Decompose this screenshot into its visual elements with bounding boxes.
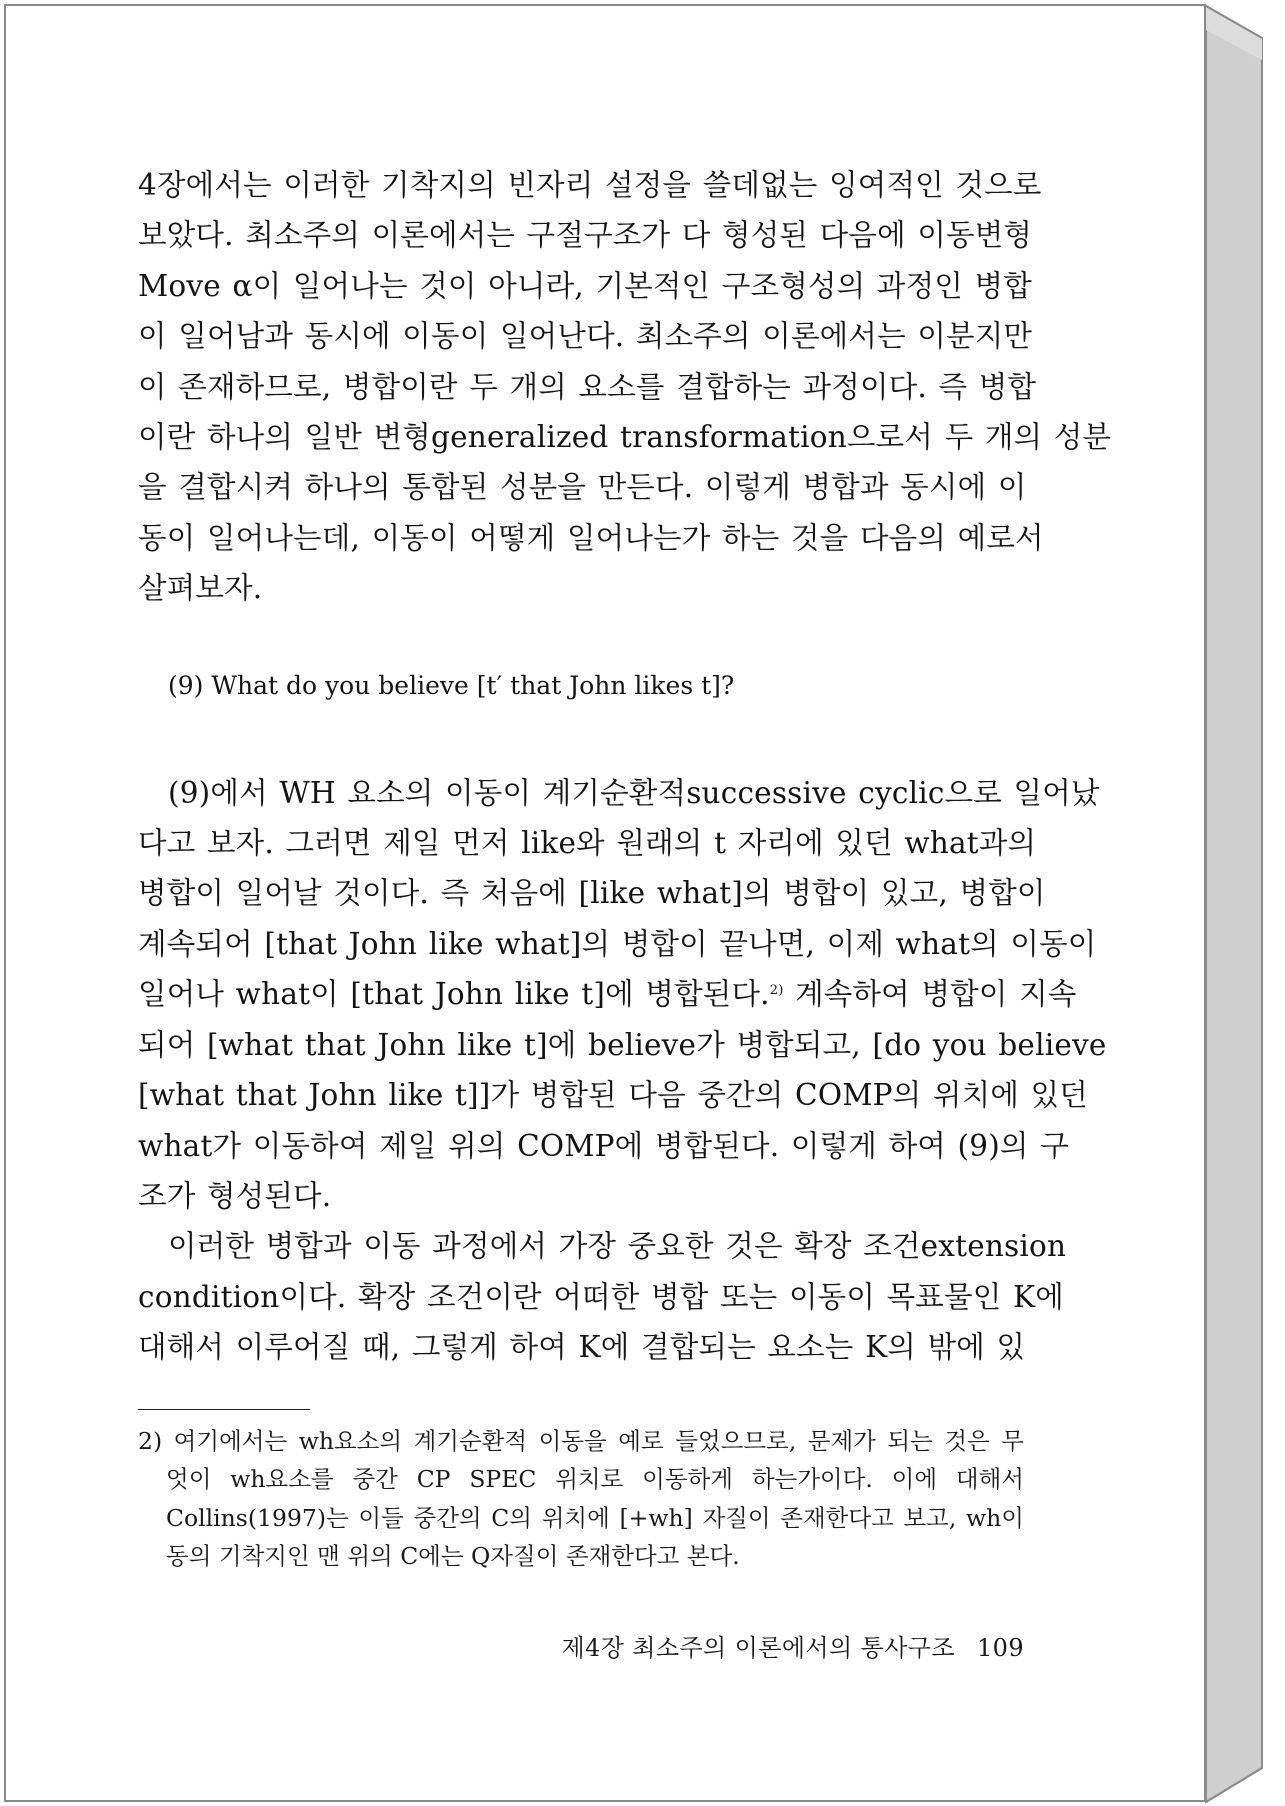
text-line: 동이 일어나는데, 이동이 어떻게 일어나는가 하는 것을 다음의 예로서 [138, 520, 1044, 555]
text-line: 이러한 병합과 이동 과정에서 가장 중요한 것은 확장 조건extension [168, 1229, 1067, 1264]
footnote-line: 엇이 wh요소를 중간 CP SPEC 위치로 이동하게 하는가이다. 이에 대해서 [166, 1465, 1024, 1494]
footnote-marker: 2) [769, 983, 784, 999]
footnote-2 [138, 1422, 1024, 1576]
text-line: [what that John like t]]가 병합된 다음 중간의 COMP의 위치에 있던 [138, 1078, 1088, 1113]
footnote-divider [138, 1409, 310, 1410]
text-line: 을 결합시켜 하나의 통합된 성분을 만든다. 이렇게 병합과 동시에 이 [138, 470, 1027, 505]
text-line: what가 이동하여 제일 위의 COMP에 병합된다. 이렇게 하여 (9)의 구 [138, 1128, 1069, 1163]
text-line: 이란 하나의 일반 변형generalized transformation으로서 두 개의 성분 [138, 420, 1112, 455]
paragraph-3 [138, 1221, 1067, 1372]
text-line: 병합이 일어날 것이다. 즉 처음에 [like what]의 병합이 있고, 병합이 [138, 876, 1046, 911]
text-line: 조가 형성된다. [138, 1178, 332, 1213]
running-footer [138, 1630, 1024, 1666]
text-line: condition이다. 확장 조건이란 어떠한 병합 또는 이동이 목표물인 K에 [138, 1279, 1064, 1314]
text-line: 대해서 이루어질 때, 그렇게 하여 K에 결합되는 요소는 K의 밖에 있 [138, 1330, 1026, 1365]
text-line: 살펴보자. [138, 571, 263, 606]
example-sentence-9: (9) What do you believe [t′ that John likes t]? [168, 670, 735, 700]
text-segment: 일어나 what이 [that John like t]에 병합된다. [138, 977, 770, 1012]
page-number: 109 [976, 1634, 1024, 1662]
footnote-line: 2) 여기에서는 wh요소의 계기순환적 이동을 예로 들었으므로, 문제가 되는 것은 무 [138, 1426, 1024, 1455]
paragraph-1 [138, 160, 1112, 614]
text-line: 4장에서는 이러한 기착지의 빈자리 설정을 쓸데없는 잉여적인 것으로 [138, 168, 1042, 202]
text-line: 다고 보자. 그러면 제일 먼저 like와 원래의 t 자리에 있던 what과의 [138, 826, 1037, 861]
text-line-with-footnote [138, 969, 1077, 1019]
text-segment: 계속하여 병합이 지속 [783, 977, 1077, 1012]
text-line: 보았다. 최소주의 이론에서는 구절구조가 다 형성된 다음에 이동변형 [138, 218, 1033, 253]
chapter-title: 제4장 최소주의 이론에서의 통사구조 [561, 1634, 955, 1662]
page [4, 4, 1206, 1802]
page-body [138, 160, 1112, 1576]
text-line: (9)에서 WH 요소의 이동이 계기순환적successive cyclic으로 일어났 [168, 775, 1100, 810]
text-line: Move α이 일어나는 것이 아니라, 기본적인 구조형성의 과정인 병합 [138, 268, 1032, 303]
footnote-line: Collins(1997)는 이들 중간의 C의 위치에 [+wh] 자질이 존재한다고 보고, wh이 [166, 1503, 1024, 1532]
text-line: 되어 [what that John like t]에 believe가 병합되고, [do you believe [138, 1027, 1107, 1062]
text-line: 계속되어 [that John like what]의 병합이 끝나면, 이제 what의 이동이 [138, 926, 1097, 961]
footnote-line: 동의 기착지인 맨 위의 C에는 Q자질이 존재한다고 본다. [166, 1542, 740, 1571]
text-line: 이 존재하므로, 병합이란 두 개의 요소를 결합하는 과정이다. 즉 병합 [138, 369, 1037, 404]
paragraph-2 [138, 768, 1107, 1222]
text-line: 이 일어남과 동시에 이동이 일어난다. 최소주의 이론에서는 이분지만 [138, 319, 1033, 354]
